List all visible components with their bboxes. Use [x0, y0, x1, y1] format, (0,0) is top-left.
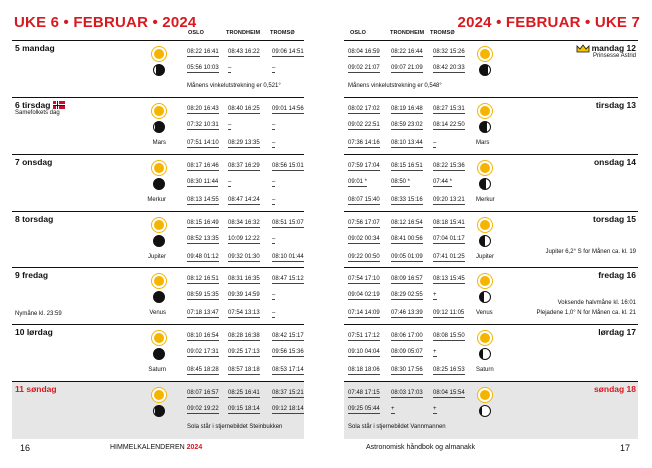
sun-times: 08:20 16:43: [187, 106, 219, 112]
sun-times: 08:51 15:07: [272, 220, 304, 226]
moon-icon: [479, 64, 491, 76]
day-name: torsdag 15: [593, 214, 636, 224]
planet-times: 07:54 13:13: [228, 310, 260, 316]
sun-times: 08:28 16:38: [228, 333, 260, 339]
moon-times: 08:59 23:02: [391, 122, 423, 128]
moon-times: +: [391, 406, 395, 412]
planet-name: Saturn: [476, 367, 494, 373]
moon-icon: [153, 405, 165, 417]
sun-times: 08:04 15:54: [433, 390, 465, 396]
sun-icon: [154, 333, 164, 343]
moon-times: 09:02 00:34: [348, 236, 380, 242]
planet-times: –: [272, 140, 276, 146]
footer-title: HIMMELKALENDEREN: [110, 444, 187, 451]
sun-times: 08:56 15:01: [272, 163, 304, 169]
moon-times: 09:10 04:04: [348, 349, 380, 355]
column-header-trondheim: TRONDHEIM: [390, 30, 425, 36]
day-block: [344, 154, 638, 212]
planet-times: 09:20 13:21: [433, 197, 465, 203]
page-number: 16: [20, 443, 31, 453]
moon-icon: [479, 405, 491, 417]
crown-icon: [576, 44, 590, 53]
day-note: Voksende halvmåne kl. 16:01: [557, 300, 636, 306]
sun-times: 08:43 16:22: [228, 49, 260, 55]
planet-times: 08:29 13:35: [228, 140, 260, 146]
moon-icon: [153, 235, 165, 247]
moon-times: 08:52 13:35: [187, 236, 219, 242]
moon-times: 08:29 02:55: [391, 292, 423, 298]
planet-times: 08:18 18:06: [348, 367, 380, 373]
moon-times: +: [433, 349, 437, 355]
day-note: Plejadene 1,0° N for Månen ca. kl. 21: [536, 310, 636, 316]
footer-text: Astronomisk håndbok og almanakk: [366, 444, 475, 451]
sun-times: 08:06 17:00: [391, 333, 423, 339]
sun-times: 08:04 16:59: [348, 49, 380, 55]
moon-times: –: [272, 179, 276, 185]
day-block: [12, 267, 304, 325]
planet-name: Jupiter: [476, 254, 495, 260]
sun-times: 08:42 15:17: [272, 333, 304, 339]
moon-times: –: [228, 122, 232, 128]
moon-times: 09:07 21:09: [391, 65, 423, 71]
sun-icon: [480, 220, 490, 230]
planet-times: 09:48 01:12: [187, 254, 219, 260]
planet-times: 09:22 00:50: [348, 254, 380, 260]
sun-times: 08:22 15:36: [433, 163, 465, 169]
moon-times: 09:15 18:14: [228, 406, 260, 412]
moon-times: 08:42 20:33: [433, 65, 465, 71]
sun-times: 08:27 15:31: [433, 106, 465, 112]
planet-times: 08:47 14:24: [228, 197, 260, 203]
sun-times: 07:59 17:04: [348, 163, 380, 169]
column-header-trondheim: TRONDHEIM: [226, 30, 261, 36]
sun-icon: [480, 390, 490, 400]
day-note: Prinsesse Astrid: [592, 53, 636, 59]
sun-times: 08:25 16:41: [228, 390, 260, 396]
moon-icon: [479, 121, 491, 133]
sun-times: 08:18 15:41: [433, 220, 465, 226]
moon-times: 07:32 10:31: [187, 122, 219, 128]
moon-icon: [153, 121, 165, 133]
sun-times: 08:32 15:26: [433, 49, 465, 55]
planet-times: 08:53 17:14: [272, 367, 304, 373]
page-title: 2024 • FEBRUAR • UKE 7: [457, 14, 640, 31]
sun-icon: [480, 333, 490, 343]
sun-icon: [480, 49, 490, 59]
day-name: 11 søndag: [15, 384, 57, 394]
planet-times: –: [272, 310, 276, 316]
day-block: [344, 381, 638, 439]
moon-times: 09:12 18:14: [272, 406, 304, 412]
sun-icon: [480, 163, 490, 173]
day-name: 8 torsdag: [15, 214, 54, 224]
planet-name: Venus: [149, 310, 166, 316]
planet-times: 07:14 14:09: [348, 310, 380, 316]
planet-times: 08:30 17:56: [391, 367, 423, 373]
right-page: [326, 0, 652, 468]
moon-times: 07:04 01:17: [433, 236, 465, 242]
astro-note: Månens vinkelutstrekning er 0,548°: [348, 83, 442, 89]
planet-name: Venus: [476, 310, 493, 316]
day-block: [12, 381, 304, 439]
sun-icon: [154, 220, 164, 230]
moon-times: 09:02 19:22: [187, 406, 219, 412]
day-note: Nymåne kl. 23:59: [15, 311, 62, 317]
planet-times: 07:41 01:25: [433, 254, 465, 260]
sun-icon: [154, 276, 164, 286]
day-block: [344, 97, 638, 155]
sun-times: 07:48 17:15: [348, 390, 380, 396]
moon-times: 09:25 05:44: [348, 406, 380, 412]
planet-times: 08:25 16:53: [433, 367, 465, 373]
moon-icon: [479, 178, 491, 190]
moon-times: –: [228, 179, 232, 185]
footer-text: [110, 444, 202, 451]
sun-times: 08:08 15:50: [433, 333, 465, 339]
column-header-oslo: OSLO: [188, 30, 204, 36]
moon-icon: [153, 348, 165, 360]
sun-times: 08:47 15:12: [272, 276, 304, 282]
moon-times: –: [272, 292, 276, 298]
sun-times: 08:19 16:48: [391, 106, 423, 112]
sami-flag-icon: [53, 101, 65, 109]
sun-times: 08:34 16:32: [228, 220, 260, 226]
astro-note: Sola står i stjernebildet Vannmannen: [348, 424, 446, 430]
page-title: UKE 6 • FEBRUAR • 2024: [14, 14, 197, 31]
sun-times: 07:54 17:10: [348, 276, 380, 282]
moon-times: –: [272, 65, 276, 71]
moon-icon: [479, 348, 491, 360]
sun-icon: [480, 106, 490, 116]
sun-times: 08:40 16:25: [228, 106, 260, 112]
sun-times: 08:22 16:44: [391, 49, 423, 55]
moon-times: 08:59 15:35: [187, 292, 219, 298]
sun-times: 09:01 14:56: [272, 106, 304, 112]
day-name: tirsdag 13: [595, 100, 636, 110]
day-name: 7 onsdag: [15, 157, 53, 167]
moon-icon: [479, 235, 491, 247]
planet-name: Mars: [476, 140, 490, 146]
moon-icon: [153, 64, 165, 76]
day-name: lørdag 17: [598, 327, 636, 337]
planet-times: 08:33 15:16: [391, 197, 423, 203]
planet-name: Mars: [152, 140, 166, 146]
sun-times: 08:15 16:51: [391, 163, 423, 169]
planet-name: Merkur: [147, 197, 166, 203]
sun-times: 08:12 16:51: [187, 276, 219, 282]
moon-times: 08:09 05:07: [391, 349, 423, 355]
astro-note: Sola står i stjernebildet Steinbukken: [187, 424, 283, 430]
day-block: [344, 40, 638, 98]
day-block: [344, 267, 638, 325]
day-block: [12, 97, 304, 155]
sun-times: 08:13 15:45: [433, 276, 465, 282]
moon-times: 09:02 22:51: [348, 122, 380, 128]
day-block: [12, 154, 304, 212]
column-header-tromso: TROMSØ: [430, 30, 455, 36]
sun-times: 09:06 14:51: [272, 49, 304, 55]
footer-year: 2024: [186, 444, 203, 451]
day-name: 10 lørdag: [15, 327, 53, 337]
moon-times: +: [433, 406, 437, 412]
planet-times: 07:51 14:10: [187, 140, 219, 146]
day-block: [344, 211, 638, 269]
planet-times: 08:10 13:44: [391, 140, 423, 146]
day-name: 5 mandag: [15, 43, 55, 53]
moon-times: –: [272, 236, 276, 242]
moon-icon: [153, 178, 165, 190]
day-note: Jupiter 6,2° S for Månen ca. kl. 19: [545, 249, 636, 255]
sun-times: 07:56 17:07: [348, 220, 380, 226]
sun-times: 07:51 17:12: [348, 333, 380, 339]
sun-icon: [154, 390, 164, 400]
day-block: [12, 211, 304, 269]
column-header-oslo: OSLO: [350, 30, 366, 36]
moon-times: 09:02 17:31: [187, 349, 219, 355]
sun-times: 08:02 17:02: [348, 106, 380, 112]
moon-icon: [479, 291, 491, 303]
planet-times: 07:36 14:16: [348, 140, 380, 146]
sun-times: 08:09 16:57: [391, 276, 423, 282]
moon-times: 08:41 00:56: [391, 236, 423, 242]
sun-times: 08:15 16:49: [187, 220, 219, 226]
planet-name: Jupiter: [147, 254, 166, 260]
moon-times: 09:39 14:59: [228, 292, 260, 298]
moon-times: 05:56 10:03: [187, 65, 219, 71]
moon-times: 08:14 22:50: [433, 122, 465, 128]
sun-icon: [480, 276, 490, 286]
sun-times: 08:12 16:54: [391, 220, 423, 226]
astro-note: Månens vinkelutstrekning er 0,521°: [187, 83, 281, 89]
day-name: 6 tirsdag: [15, 100, 65, 110]
sun-times: 08:17 16:46: [187, 163, 219, 169]
day-name: onsdag 14: [593, 157, 636, 167]
planet-times: 07:18 13:47: [187, 310, 219, 316]
page-number: 17: [619, 443, 630, 453]
moon-icon: [153, 291, 165, 303]
moon-times: 08:50 *: [391, 179, 411, 185]
day-block: [344, 324, 638, 382]
moon-times: 09:04 02:19: [348, 292, 380, 298]
sun-icon: [154, 163, 164, 173]
planet-times: 07:46 13:39: [391, 310, 423, 316]
planet-times: 09:32 01:30: [228, 254, 260, 260]
planet-times: 08:57 18:18: [228, 367, 260, 373]
sun-icon: [154, 106, 164, 116]
sun-times: 08:37 15:21: [272, 390, 304, 396]
moon-times: 10:09 12:22: [228, 236, 260, 242]
sun-times: 08:07 16:57: [187, 390, 219, 396]
planet-times: –: [272, 197, 276, 203]
moon-times: +: [433, 292, 437, 298]
day-name: fredag 16: [598, 270, 636, 280]
planet-times: 08:07 15:40: [348, 197, 380, 203]
day-note: Samefolkets dag: [15, 110, 60, 116]
planet-times: 08:45 18:28: [187, 367, 219, 373]
sun-times: 08:22 16:41: [187, 49, 219, 55]
day-block: [12, 40, 304, 98]
day-name: søndag 18: [593, 384, 636, 394]
day-name: mandag 12: [591, 43, 636, 53]
sun-times: 08:37 16:29: [228, 163, 260, 169]
moon-times: –: [272, 122, 276, 128]
planet-times: 08:10 01:44: [272, 254, 304, 260]
sun-times: 08:31 16:35: [228, 276, 260, 282]
column-header-tromso: TROMSØ: [270, 30, 295, 36]
sun-times: 08:10 16:54: [187, 333, 219, 339]
planet-times: 09:05 01:09: [391, 254, 423, 260]
day-block: [12, 324, 304, 382]
sun-icon: [154, 49, 164, 59]
moon-times: 09:02 21:07: [348, 65, 380, 71]
day-name: 9 fredag: [15, 270, 49, 280]
moon-times: 09:25 17:13: [228, 349, 260, 355]
moon-times: 08:30 11:44: [187, 179, 219, 185]
moon-times: –: [228, 65, 232, 71]
planet-times: –: [433, 140, 437, 146]
planet-times: 09:12 11:05: [433, 310, 465, 316]
moon-times: 09:01 *: [348, 179, 368, 185]
moon-times: 09:56 15:36: [272, 349, 304, 355]
planet-name: Saturn: [148, 367, 166, 373]
planet-name: Merkur: [476, 197, 495, 203]
sun-times: 08:03 17:03: [391, 390, 423, 396]
moon-times: 07:44 *: [433, 179, 453, 185]
planet-times: 08:13 14:55: [187, 197, 219, 203]
